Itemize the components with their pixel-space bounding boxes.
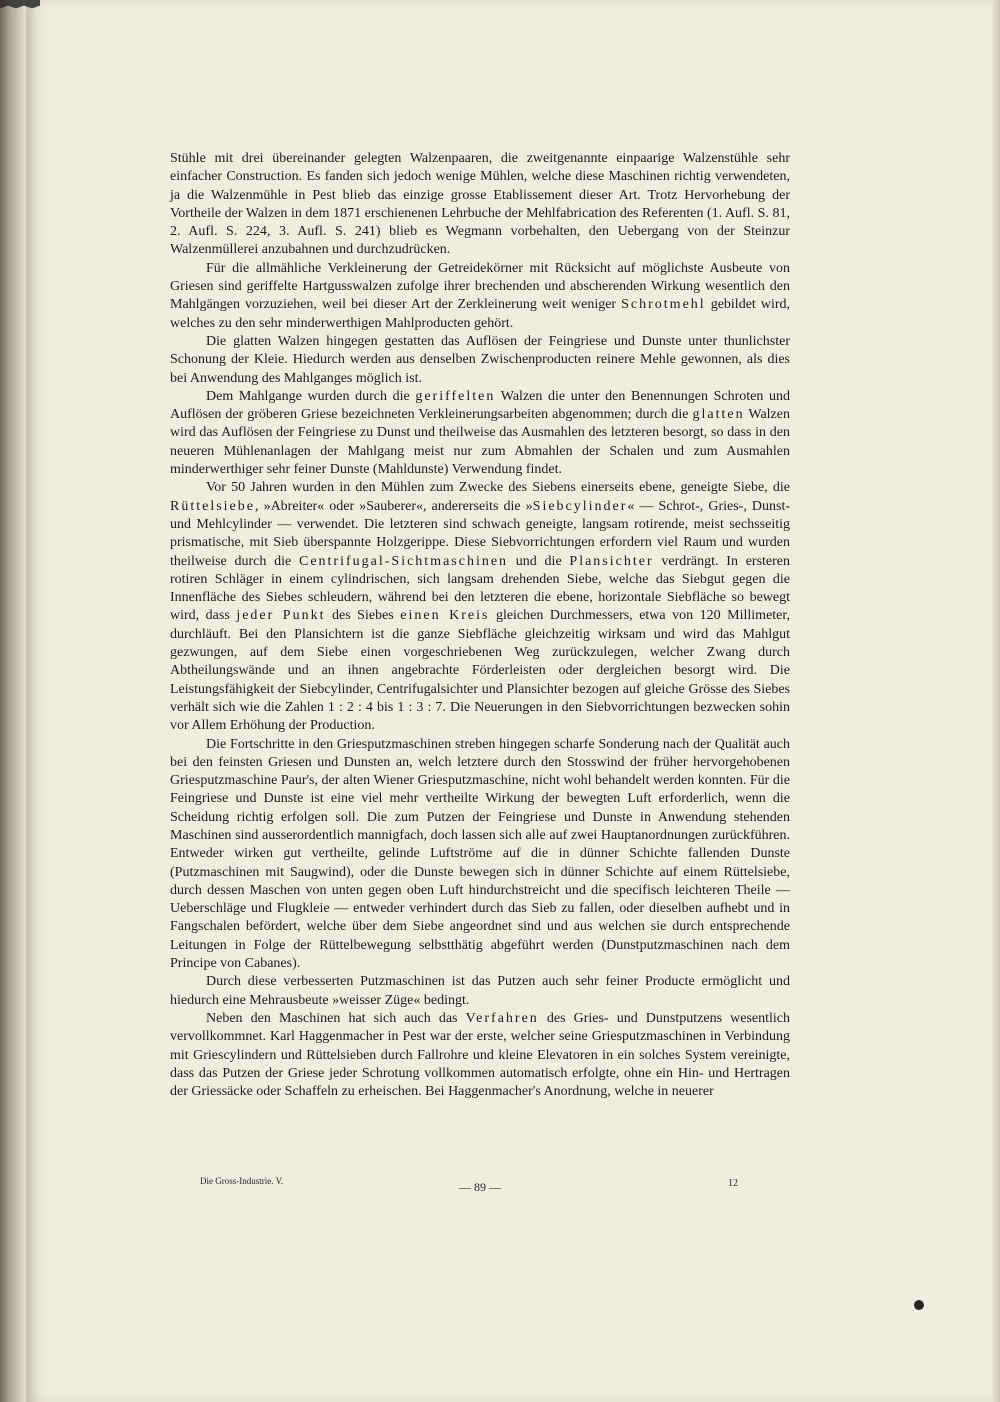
- paragraph: Die glatten Walzen hingegen gestatten das Auflösen der Feingriese und Dunste unter thunlichster Schonung der Kleie. Hiedurch werden aus denselben Zwischenproducten reinere Mehle gewonnen, als dies bei Anwendung des Mahlganges möglich ist.: [170, 333, 790, 386]
- paragraph: Stühle mit drei übereinander gelegten Walzenpaaren, die zweitgenannte einpaarige Walzenstühle sehr einfacher Construction. Es fanden sich jedoch wenige Mühlen, welche diese Maschinen richtig verwendeten, ja die Walzenmühle in Pest blieb das einzige grosse Etablissement dieser Art. Trotz Hervorhebung der Vortheile der Walzen in dem 1871 erschienenen Lehrbuche der Mehlfabrication des Referenten (1. Aufl. S. 81, 2. Aufl. S. 224, 3. Aufl. S. 241) blieb es Wegmann vorbehalten, den Uebergang von der Steinzur Walzenmüllerei anzubahnen und durchzudrücken.: [170, 151, 790, 258]
- book-spine: [0, 0, 26, 1402]
- paragraph: Vor 50 Jahren wurden in den Mühlen zum Zwecke des Siebens einerseits ebene, geneigte Siebe, die Rüttelsiebe, »Abreiter« oder »Sauberer«, andererseits die »Siebcylinder« — Schrot-, Gries-, Dunst- und Mehlcylinder — verwendet. Die letzteren sind schwach geneigte, langsam rotirende, meist sechsseitig prismatische, mit Sieb überspannte Holzgerippe. Diese Siebvorrichtungen erfordern viel Raum und wurden theilweise durch die Centrifugal-Sichtmaschinen und die Plansichter verdrängt. In ersteren rotiren Schläger in einem cylindrischen, sich langsam drehenden Siebe, welche das Siebgut gegen die Innenfläche des Siebes schleudern, während bei den letzteren die ebene, horizontale Siebfläche so bewegt wird, dass jeder Punkt des Siebes einen Kreis gleichen Durchmessers, etwa von 120 Millimeter, durchläuft. Bei den Plansichtern ist die ganze Siebfläche gleichzeitig wirksam und wird das Mahlgut gezwungen, auf dem Siebe einen vorgeschriebenen Weg zurückzulegen, welcher Zwang durch Abtheilungswände und an ihnen angebrachte Förderleisten oder dergleichen besorgt wird. Die Leistungsfähigkeit der Siebcylinder, Centrifugalsichter und Plansichter bezogen auf gleiche Grösse des Siebes verhält sich wie die Zahlen 1 : 2 : 4 bis 1 : 3 : 7. Die Neuerungen in den Siebvorrichtungen bezwecken sohin vor Allem Erhöhung der Production.: [170, 480, 791, 734]
- body-text: [170, 150, 790, 1101]
- paragraph: Die Fortschritte in den Griesputzmaschinen streben hingegen scharfe Sonderung nach der Qualität auch bei den feinsten Griesen und Dunsten an, welch letztere durch den Stosswind der früher hervorgehobenen Griesputzmaschine Paur's, der alten Wiener Griesputzmaschine, nicht wohl behandelt werden konnten. Für die Feingriese und Dunste ist eine viel mehr vertheilte Wirkung der bewegten Luft erforderlich, wenn die Scheidung richtig erfolgen soll. Die zum Putzen der Feingriese und Dunste in Anwendung stehenden Maschinen sind ausserordentlich mannigfach, doch lassen sich alle auf zwei Hauptanordnungen zurückführen. Entweder wirken gut vertheilte, gelinde Luftströme auf die in dünner Schichte fallenden Dunste (Putzmaschinen mit Saugwind), oder die Dunste bewegen sich in dünner Schichte auf einem Rüttelsiebe, durch dessen Maschen von unten gegen oben Luft hindurchstreicht und die specifisch leichteren Theile — Ueberschläge und Flugkleie — entweder verhindert durch das Sieb zu fallen, oder dieselben aufhebt und in Fangschalen befördert, welche über dem Siebe angeordnet sind und aus welchen sie durch entsprechende Leitungen in Folge der Rüttelbewegung selbstthätig abgeführt werden (Dunstputzmaschinen nach dem Principe von Cabanes).: [170, 736, 790, 972]
- signature-mark: 12: [728, 1178, 738, 1189]
- paragraph: Dem Mahlgange wurden durch die geriffelten Walzen die unter den Benennungen Schroten und Auflösen der gröberen Griese bezeichneten Verkleinerungsarbeiten abgenommen; durch die glatten Walzen wird das Auflösen der Feingriese zu Dunst und theilweise das Ausmahlen des letzteren besorgt, so dass in den neueren Mühlenanlagen der Mahlgang meist nur zum Abmahlen der Schalen und zum Ausmahlen minderwerthiger sehr feiner Dunste (Mahldunste) Verwendung findet.: [170, 388, 790, 478]
- publication-title: Die Gross-Industrie. V.: [200, 1176, 284, 1186]
- paragraph: Durch diese verbesserten Putzmaschinen ist das Putzen auch sehr feiner Producte ermöglicht und hiedurch eine Mehrausbeute »weisser Züge« bedingt.: [170, 974, 790, 1008]
- paragraph: Neben den Maschinen hat sich auch das Verfahren des Gries- und Dunstputzens wesentlich vervollkommnet. Karl Haggenmacher in Pest war der erste, welcher seine Griesputzmaschinen in Verbindung mit Griescylindern und Rüttelsieben durch Fallrohre und kleine Elevatoren in ein solches System vereinigte, dass das Putzen der Griese jeder Schrotung vollkommen automatisch erfolgte, ohne ein Hin- und Hertragen der Griessäcke oder Schaffeln zu erheischen. Bei Haggenmacher's Anordnung, welche in neuerer: [170, 1010, 790, 1100]
- paragraph: Für die allmähliche Verkleinerung der Getreidekörner mit Rücksicht auf möglichste Ausbeute von Griesen sind geriffelte Hartgusswalzen zufolge ihrer brechenden und abscherenden Wirkung wesentlich den Mahlgängen vorzuziehen, weil bei dieser Art der Zerkleinerung weit weniger Schrotmehl gebildet wird, welches zu den sehr minderwerthigen Mahlproducten gehört.: [170, 260, 790, 331]
- page-edge: [992, 0, 1000, 1402]
- page-number: — 89 —: [459, 1180, 501, 1194]
